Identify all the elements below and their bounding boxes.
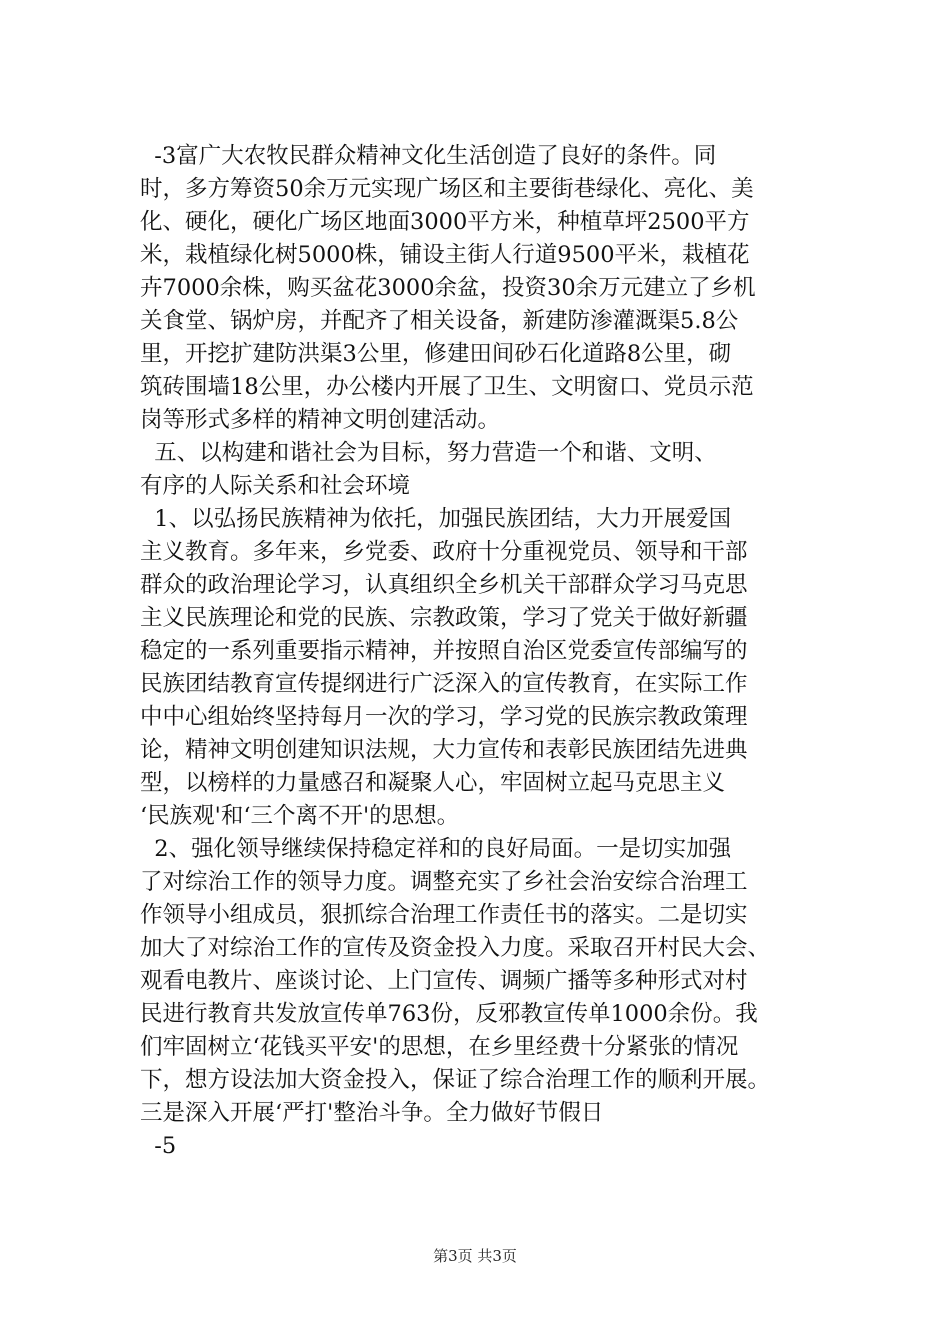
text-line: 观看电教片、座谈讨论、上门宣传、调频广播等多种形式对村 [140, 968, 748, 994]
body-text [140, 140, 840, 1163]
page-marker-line: -5 [140, 1133, 177, 1159]
text-line: 时，多方筹资50余万元实现广场区和主要街巷绿化、亮化、美 [140, 176, 754, 202]
text-line: 米，栽植绿化树5000株，铺设主街人行道9500平米，栽植花 [140, 242, 750, 268]
text-line: 下，想方设法加大资金投入，保证了综合治理工作的顺利开展。 [140, 1067, 771, 1093]
text-line: 主义教育。多年来，乡党委、政府十分重视党员、领导和干部 [140, 539, 748, 565]
text-line: 2、强化领导继续保持稳定祥和的良好局面。一是切实加强 [140, 836, 732, 862]
text-line: 里，开挖扩建防洪渠3公里，修建田间砂石化道路8公里，砌 [140, 341, 732, 367]
text-line: 主义民族理论和党的民族、宗教政策，学习了党关于做好新疆 [140, 605, 748, 631]
text-line: 卉7000余株，购买盆花3000余盆，投资30余万元建立了乡机 [140, 275, 756, 301]
text-line: 论，精神文明创建知识法规，大力宣传和表彰民族团结先进典 [140, 737, 748, 763]
text-line: 们牢固树立‘花钱买平安'的思想，在乡里经费十分紧张的情况 [140, 1034, 739, 1060]
text-line: ‘民族观'和‘三个离不开'的思想。 [140, 803, 460, 829]
text-line: 群众的政治理论学习，认真组织全乡机关干部群众学习马克思 [140, 572, 748, 598]
text-line: 了对综治工作的领导力度。调整充实了乡社会治安综合治理工 [140, 869, 748, 895]
text-line: 型，以榜样的力量感召和凝聚人心，牢固树立起马克思主义 [140, 770, 726, 796]
text-line: 化、硬化，硬化广场区地面3000平方米，种植草坪2500平方 [140, 209, 750, 235]
text-line: 岗等形式多样的精神文明创建活动。 [140, 407, 501, 433]
text-line: 加大了对综治工作的宣传及资金投入力度。采取召开村民大会、 [140, 935, 771, 961]
text-line: 筑砖围墙18公里，办公楼内开展了卫生、文明窗口、党员示范 [140, 374, 754, 400]
text-line: 民进行教育共发放宣传单763份，反邪教宣传单1000余份。我 [140, 1001, 758, 1027]
text-line: 民族团结教育宣传提纲进行广泛深入的宣传教育，在实际工作 [140, 671, 748, 697]
text-line: 关食堂、锅炉房，并配齐了相关设备，新建防渗灌溉渠5.8公 [140, 308, 739, 334]
section-heading-line: 有序的人际关系和社会环境 [140, 473, 411, 499]
page-footer: 第3页 共3页 [433, 1247, 517, 1265]
text-line: 作领导小组成员，狠抓综合治理工作责任书的落实。二是切实 [140, 902, 748, 928]
text-line: -3富广大农牧民群众精神文化生活创造了良好的条件。同 [140, 143, 717, 169]
text-line: 中中心组始终坚持每月一次的学习，学习党的民族宗教政策理 [140, 704, 748, 730]
section-heading-line: 五、以构建和谐社会为目标，努力营造一个和谐、文明、 [140, 440, 717, 466]
text-line: 三是深入开展‘严打'整治斗争。全力做好节假日 [140, 1100, 604, 1126]
text-line: 稳定的一系列重要指示精神，并按照自治区党委宣传部编写的 [140, 638, 748, 664]
text-line: 1、以弘扬民族精神为依托，加强民族团结，大力开展爱国 [140, 506, 732, 532]
